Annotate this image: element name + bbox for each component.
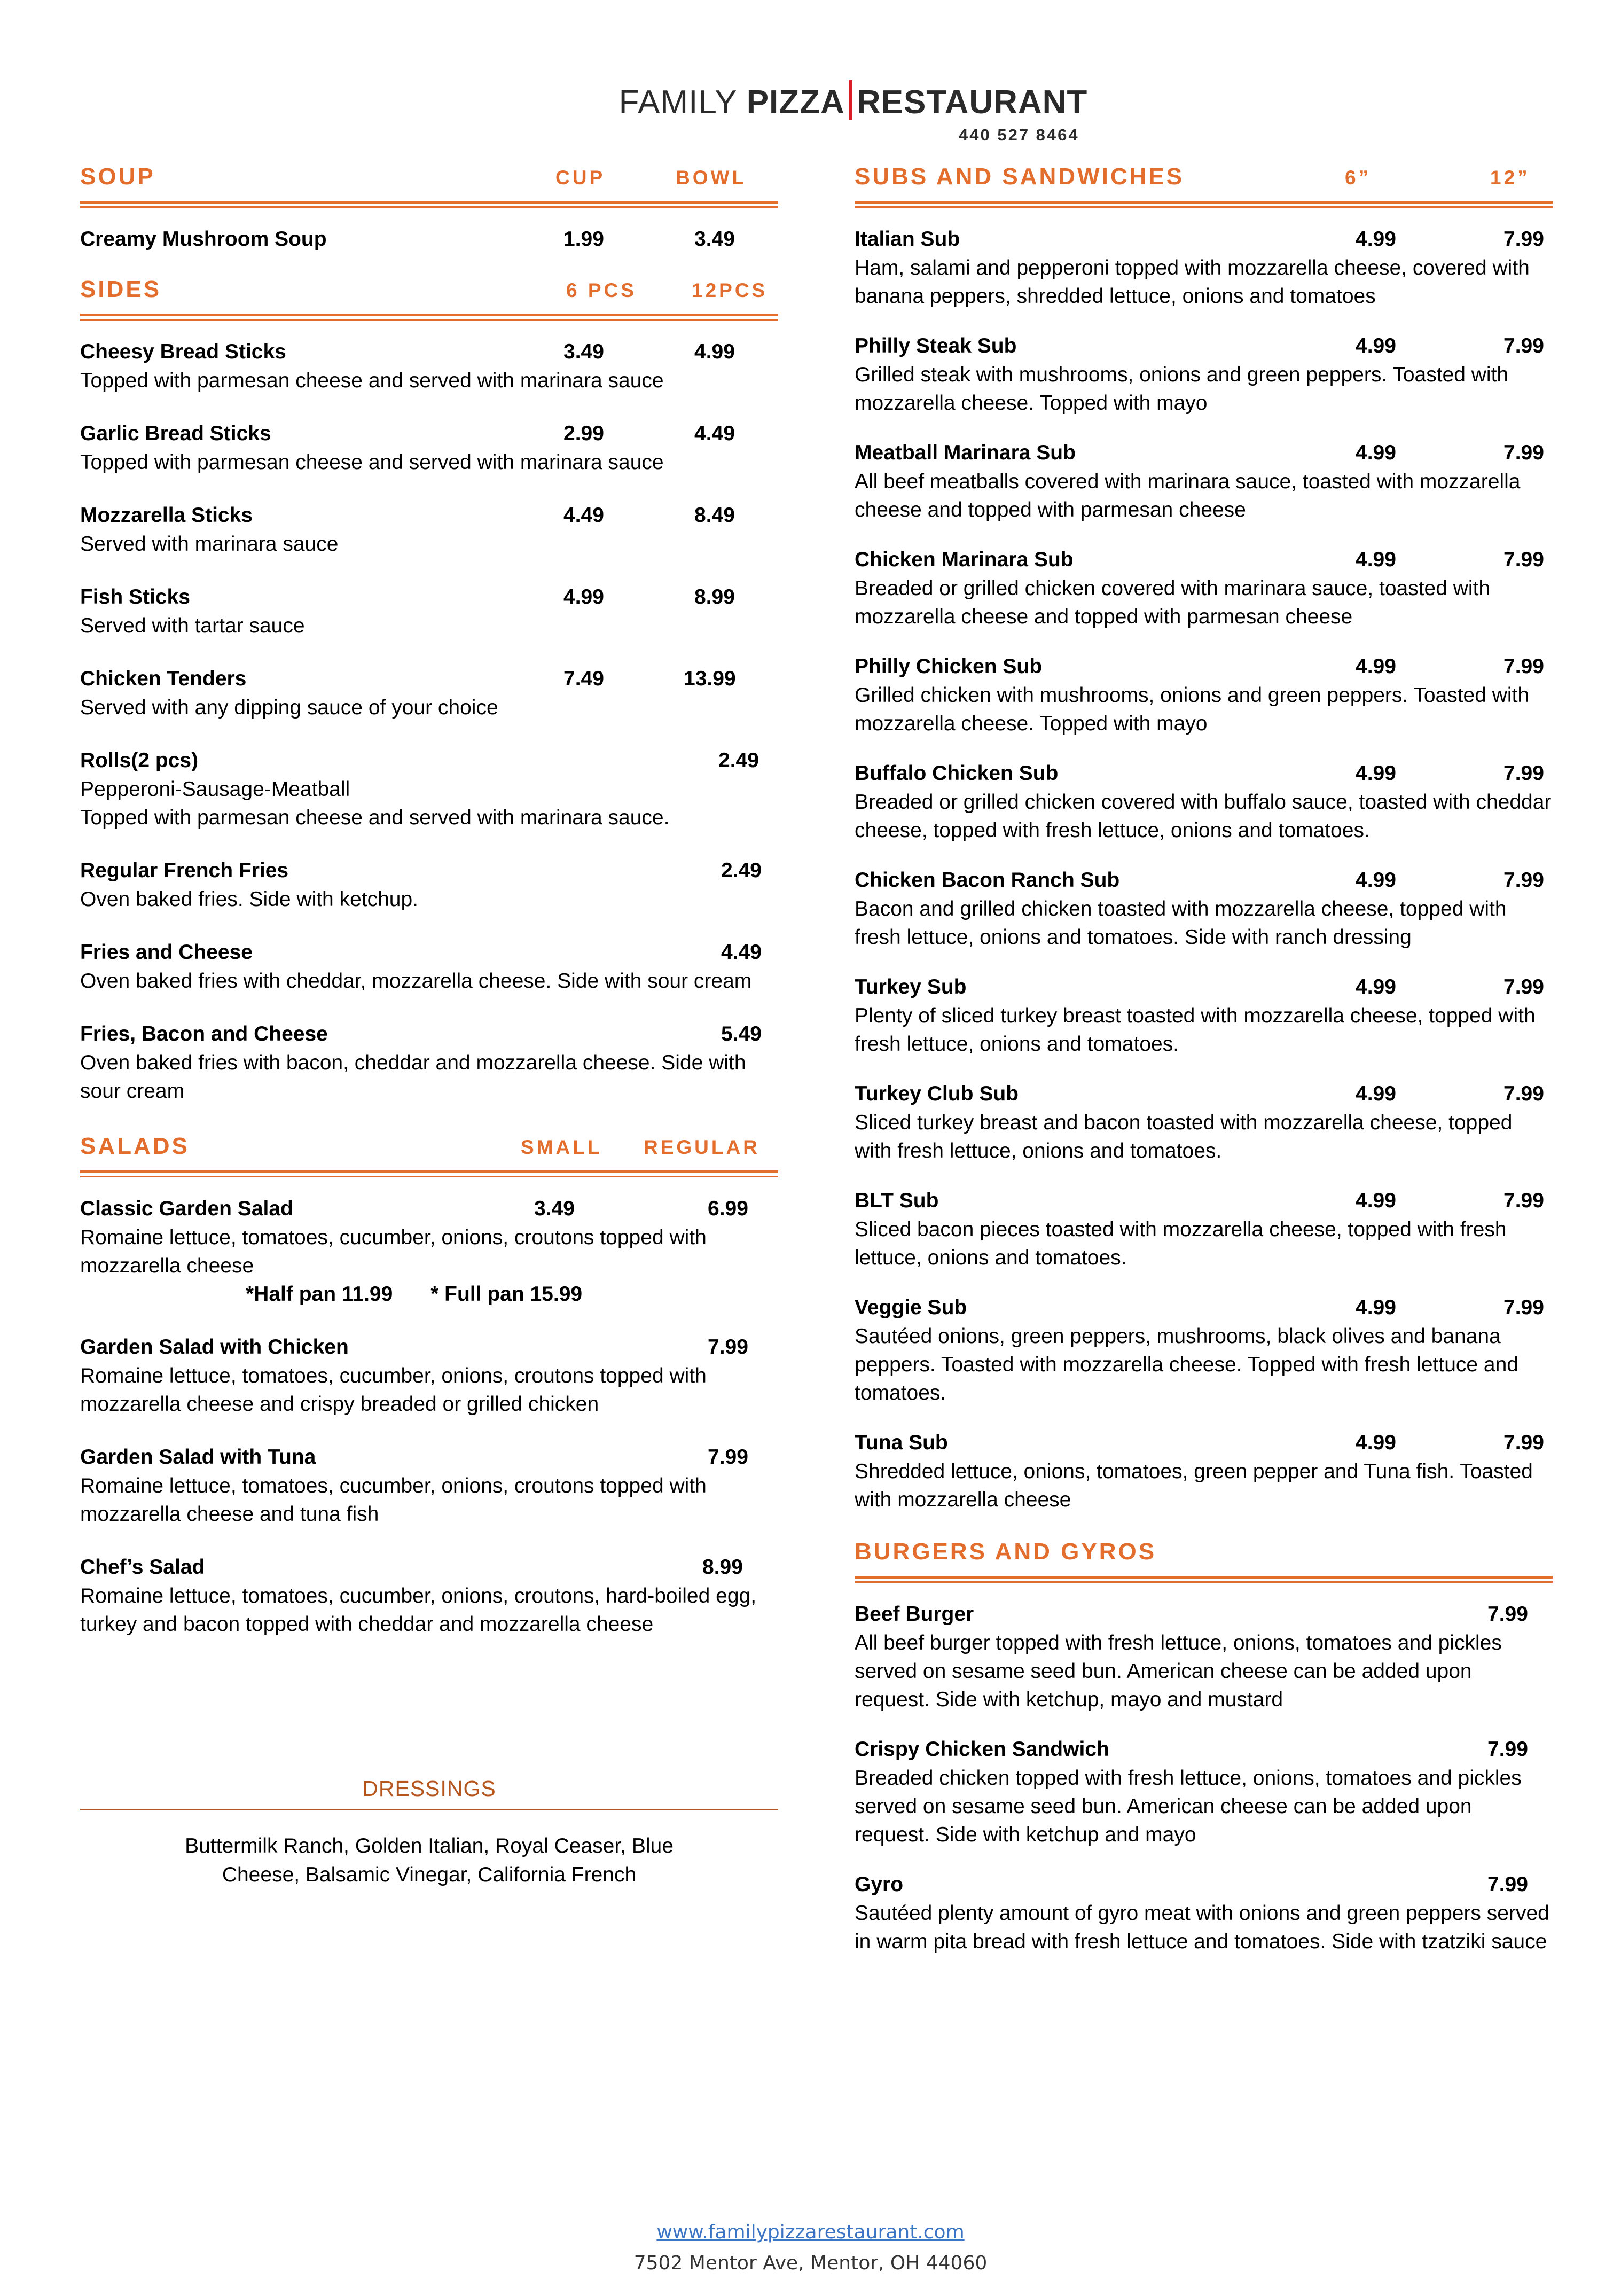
item-description: Oven baked fries with cheddar, mozzarella cheese. Side with sour cream bbox=[80, 970, 752, 993]
item-description: Grilled chicken with mushrooms, onions and green peppers. Toasted with mozzarella cheese. Topped with mayo bbox=[855, 684, 1530, 735]
item-price: 7.99 bbox=[708, 1446, 748, 1469]
item-description: Breaded or grilled chicken covered with buffalo sauce, toasted with cheddar cheese, topped with fresh lettuce, onions and tomatoes. bbox=[855, 791, 1552, 842]
soup-section bbox=[80, 160, 778, 254]
item-price: 5.49 bbox=[721, 1022, 762, 1045]
item-price: 8.99 bbox=[702, 1556, 743, 1579]
section-header bbox=[80, 160, 778, 204]
logo-pizza: PIZZA bbox=[746, 84, 845, 121]
item-price: 3.49 bbox=[563, 340, 604, 363]
item-price: 2.99 bbox=[563, 422, 604, 445]
item-price: 4.99 bbox=[1356, 334, 1396, 357]
item-price: 4.49 bbox=[694, 422, 735, 445]
menu-item bbox=[80, 746, 778, 832]
item-description: Grilled steak with mushrooms, onions and green peppers. Toasted with mozzarella cheese. Topped with mayo bbox=[855, 363, 1509, 415]
pan-pricing bbox=[80, 1280, 778, 1308]
item-name: Meatball Marinara Sub bbox=[855, 441, 1076, 464]
column-header: 12” bbox=[1490, 167, 1530, 189]
menu-items bbox=[855, 204, 1553, 1514]
item-description: Romaine lettuce, tomatoes, cucumber, onions, croutons topped with mozzarella cheese and crispy breaded or grilled chicken bbox=[80, 1364, 707, 1416]
item-price: 7.99 bbox=[1487, 1738, 1528, 1761]
subs-section bbox=[855, 160, 1553, 1514]
item-price: 4.99 bbox=[1356, 975, 1396, 998]
item-name: Veggie Sub bbox=[855, 1296, 967, 1319]
column-header: 12PCS bbox=[692, 279, 768, 301]
section-title: SUBS AND SANDWICHES bbox=[855, 163, 1185, 190]
restaurant-logo bbox=[0, 80, 1621, 120]
item-description: Romaine lettuce, tomatoes, cucumber, onions, croutons topped with mozzarella cheese bbox=[80, 1226, 707, 1277]
item-name: Beef Burger bbox=[855, 1603, 974, 1626]
item-price: 1.99 bbox=[563, 228, 604, 251]
item-description: Romaine lettuce, tomatoes, cucumber, onions, croutons topped with mozzarella cheese and tuna fish bbox=[80, 1474, 707, 1526]
menu-item bbox=[855, 1186, 1553, 1272]
address: 7502 Mentor Ave, Mentor, OH 44060 bbox=[633, 2252, 988, 2274]
dressings-title: DRESSINGS bbox=[80, 1772, 778, 1810]
logo-restaurant: RESTAURANT bbox=[856, 84, 1088, 121]
item-price: 7.99 bbox=[1503, 334, 1544, 357]
item-description: Bacon and grilled chicken toasted with mozzarella cheese, topped with fresh lettuce, onions and tomatoes. Side with ranch dressing bbox=[855, 897, 1507, 949]
item-name: Turkey Sub bbox=[855, 975, 967, 998]
item-description: Served with any dipping sauce of your choice bbox=[80, 696, 498, 719]
item-price: 4.99 bbox=[1356, 762, 1396, 785]
item-price: 4.49 bbox=[563, 504, 604, 527]
item-price: 4.99 bbox=[1356, 1082, 1396, 1105]
item-name: Chicken Tenders bbox=[80, 667, 247, 690]
item-description: Pepperoni-Sausage-Meatball bbox=[80, 778, 350, 801]
item-price: 7.99 bbox=[1503, 441, 1544, 464]
item-price: 4.99 bbox=[1356, 548, 1396, 571]
menu-item bbox=[855, 332, 1553, 417]
item-price: 7.99 bbox=[1503, 228, 1544, 251]
menu-item bbox=[80, 1194, 778, 1308]
item-description: Sliced bacon pieces toasted with mozzarella cheese, topped with fresh lettuce, onions and tomatoes. bbox=[855, 1218, 1507, 1269]
item-price: 4.99 bbox=[1356, 441, 1396, 464]
half-pan-price: *Half pan 11.99 bbox=[246, 1283, 393, 1306]
item-price: 4.49 bbox=[721, 941, 762, 964]
menu-item bbox=[855, 1080, 1553, 1165]
menu-item bbox=[855, 759, 1553, 845]
item-description: All beef meatballs covered with marinara sauce, toasted with mozzarella cheese and topped with parmesan cheese bbox=[855, 470, 1521, 521]
item-name: BLT Sub bbox=[855, 1189, 939, 1212]
item-name: Classic Garden Salad bbox=[80, 1197, 293, 1220]
item-description: Breaded chicken topped with fresh lettuce, onions, tomatoes and pickles served on sesame seed bun. American cheese can be added upon request. Side with ketchup and mayo bbox=[855, 1767, 1522, 1846]
item-description: Ham, salami and pepperoni topped with mozzarella cheese, covered with banana peppers, shredded lettuce, onions and tomatoes bbox=[855, 256, 1530, 308]
item-price: 3.49 bbox=[694, 228, 735, 251]
column-header: SMALL bbox=[521, 1136, 602, 1158]
item-description: Romaine lettuce, tomatoes, cucumber, onions, croutons, hard-boiled egg, turkey and bacon topped with cheddar and mozzarella cheese bbox=[80, 1584, 757, 1636]
item-price: 2.49 bbox=[721, 859, 762, 882]
item-description: Shredded lettuce, onions, tomatoes, green pepper and Tuna fish. Toasted with mozzarella cheese bbox=[855, 1460, 1533, 1511]
item-name: Fries, Bacon and Cheese bbox=[80, 1022, 328, 1045]
menu-item bbox=[80, 1443, 778, 1528]
item-description: Oven baked fries with bacon, cheddar and mozzarella cheese. Side with sour cream bbox=[80, 1051, 746, 1103]
item-name: Chef’s Salad bbox=[80, 1556, 205, 1579]
menu-item bbox=[80, 1553, 778, 1638]
item-price: 4.99 bbox=[1356, 655, 1396, 678]
item-price: 7.99 bbox=[1503, 655, 1544, 678]
item-price: 7.99 bbox=[1503, 762, 1544, 785]
section-title: SIDES bbox=[80, 276, 162, 302]
item-name: Creamy Mushroom Soup bbox=[80, 228, 327, 251]
item-name: Chicken Bacon Ranch Sub bbox=[855, 869, 1120, 892]
item-price: 2.49 bbox=[718, 749, 759, 772]
section-header bbox=[80, 1130, 778, 1173]
menu-item bbox=[80, 1020, 778, 1105]
item-price: 6.99 bbox=[708, 1197, 748, 1220]
item-price: 7.99 bbox=[1487, 1603, 1528, 1626]
menu-item bbox=[80, 665, 778, 722]
item-name: Philly Chicken Sub bbox=[855, 655, 1043, 678]
menu-item bbox=[855, 1870, 1553, 1956]
column-header: REGULAR bbox=[644, 1136, 760, 1158]
item-name: Mozzarella Sticks bbox=[80, 504, 253, 527]
menu-item bbox=[80, 1333, 778, 1418]
item-name: Chicken Marinara Sub bbox=[855, 548, 1074, 571]
item-description: All beef burger topped with fresh lettuce, onions, tomatoes and pickles served on sesame seed bun. American cheese can be added upon request. Side with ketchup, mayo and mustard bbox=[855, 1631, 1502, 1711]
item-description: Served with tartar sauce bbox=[80, 614, 305, 637]
section-header bbox=[80, 273, 778, 316]
item-price: 13.99 bbox=[684, 667, 736, 690]
item-price: 3.49 bbox=[534, 1197, 575, 1220]
menu-item bbox=[855, 1735, 1553, 1849]
item-price: 7.49 bbox=[563, 667, 604, 690]
logo-divider bbox=[849, 80, 852, 120]
item-price: 7.99 bbox=[1503, 1296, 1544, 1319]
dressings-list: Buttermilk Ranch, Golden Italian, Royal Ceaser, Blue Cheese, Balsamic Vinegar, California French bbox=[185, 1834, 674, 1886]
column-header: 6” bbox=[1345, 167, 1372, 189]
item-description: Breaded or grilled chicken covered with marinara sauce, toasted with mozzarella cheese and topped with parmesan cheese bbox=[855, 577, 1491, 628]
menu-item bbox=[855, 1293, 1553, 1407]
item-description: Topped with parmesan cheese and served with marinara sauce. bbox=[80, 806, 670, 829]
item-description: Sautéed plenty amount of gyro meat with onions and green peppers served in warm pita bread with fresh lettuce and tomatoes. Side with tzatziki sauce bbox=[855, 1902, 1549, 1953]
dressings-section bbox=[80, 1772, 778, 1889]
item-price: 7.99 bbox=[1503, 1189, 1544, 1212]
menu-items bbox=[80, 1173, 778, 1638]
footer bbox=[0, 2217, 1621, 2279]
item-description: Sliced turkey breast and bacon toasted with mozzarella cheese, topped with fresh lettuce, onions and tomatoes. bbox=[855, 1111, 1513, 1162]
menu-items bbox=[80, 316, 778, 1105]
section-title: BURGERS AND GYROS bbox=[855, 1539, 1157, 1565]
logo-family: FAMILY bbox=[618, 84, 737, 121]
item-price: 4.99 bbox=[563, 585, 604, 608]
menu-item bbox=[80, 338, 778, 395]
section-header bbox=[855, 160, 1553, 204]
menu-item bbox=[855, 652, 1553, 738]
item-name: Garden Salad with Tuna bbox=[80, 1446, 316, 1469]
item-price: 7.99 bbox=[1487, 1873, 1528, 1896]
item-price: 7.99 bbox=[1503, 869, 1544, 892]
logo-wordmark bbox=[619, 80, 1088, 120]
menu-item bbox=[80, 856, 778, 913]
menu-item bbox=[855, 866, 1553, 951]
item-name: Italian Sub bbox=[855, 228, 960, 251]
item-description: Sautéed onions, green peppers, mushrooms, black olives and banana peppers. Toasted with mozzarella cheese. Topped with fresh lettuce and tomatoes. bbox=[855, 1325, 1518, 1404]
menu-item bbox=[855, 1428, 1553, 1514]
item-name: Tuna Sub bbox=[855, 1431, 948, 1454]
menu-item bbox=[80, 419, 778, 477]
item-description: Oven baked fries. Side with ketchup. bbox=[80, 888, 419, 911]
section-header bbox=[855, 1535, 1553, 1579]
item-name: Cheesy Bread Sticks bbox=[80, 340, 286, 363]
menu-item bbox=[855, 225, 1553, 310]
menu-items bbox=[855, 1579, 1553, 1956]
column-header: BOWL bbox=[676, 167, 747, 189]
column-header: CUP bbox=[555, 167, 606, 189]
item-name: Gyro bbox=[855, 1873, 904, 1896]
menu-item bbox=[80, 938, 778, 995]
item-name: Garlic Bread Sticks bbox=[80, 422, 271, 445]
item-name: Regular French Fries bbox=[80, 859, 289, 882]
item-price: 4.99 bbox=[694, 340, 735, 363]
right-column bbox=[855, 160, 1553, 1977]
item-price: 4.99 bbox=[1356, 1431, 1396, 1454]
item-price: 7.99 bbox=[708, 1336, 748, 1358]
item-price: 7.99 bbox=[1503, 1431, 1544, 1454]
item-price: 8.99 bbox=[694, 585, 735, 608]
menu-item bbox=[855, 439, 1553, 524]
item-description: Topped with parmesan cheese and served with marinara sauce bbox=[80, 451, 664, 474]
item-price: 4.99 bbox=[1356, 1189, 1396, 1212]
menu-item bbox=[80, 225, 778, 254]
item-price: 7.99 bbox=[1503, 1082, 1544, 1105]
full-pan-price: * Full pan 15.99 bbox=[430, 1283, 583, 1306]
item-price: 7.99 bbox=[1503, 548, 1544, 571]
section-title: SOUP bbox=[80, 163, 155, 190]
item-price: 4.99 bbox=[1356, 228, 1396, 251]
item-name: Crispy Chicken Sandwich bbox=[855, 1738, 1109, 1761]
burgers-section bbox=[855, 1535, 1553, 1956]
menu-item bbox=[80, 501, 778, 558]
website-link[interactable]: www.familypizzarestaurant.com bbox=[656, 2221, 965, 2243]
item-name: Fries and Cheese bbox=[80, 941, 253, 964]
left-column bbox=[80, 160, 778, 1663]
item-name: Philly Steak Sub bbox=[855, 334, 1017, 357]
phone-number: 440 527 8464 bbox=[959, 126, 1079, 144]
item-price: 4.99 bbox=[1356, 1296, 1396, 1319]
item-description: Served with marinara sauce bbox=[80, 533, 339, 556]
section-title: SALADS bbox=[80, 1133, 190, 1159]
menu-item bbox=[80, 583, 778, 640]
item-name: Garden Salad with Chicken bbox=[80, 1336, 349, 1358]
menu-item bbox=[855, 973, 1553, 1058]
item-name: Turkey Club Sub bbox=[855, 1082, 1019, 1105]
column-header: 6 PCS bbox=[566, 279, 637, 301]
item-description: Topped with parmesan cheese and served with marinara sauce bbox=[80, 369, 664, 392]
item-price: 8.49 bbox=[694, 504, 735, 527]
item-name: Rolls(2 pcs) bbox=[80, 749, 199, 772]
sides-section bbox=[80, 273, 778, 1105]
item-price: 7.99 bbox=[1503, 975, 1544, 998]
salads-section bbox=[80, 1130, 778, 1638]
menu-item bbox=[855, 545, 1553, 631]
item-description: Plenty of sliced turkey breast toasted with mozzarella cheese, topped with fresh lettuce, onions and tomatoes. bbox=[855, 1004, 1536, 1056]
item-name: Fish Sticks bbox=[80, 585, 190, 608]
item-price: 4.99 bbox=[1356, 869, 1396, 892]
item-name: Buffalo Chicken Sub bbox=[855, 762, 1059, 785]
menu-item bbox=[855, 1600, 1553, 1714]
menu-items bbox=[80, 204, 778, 254]
